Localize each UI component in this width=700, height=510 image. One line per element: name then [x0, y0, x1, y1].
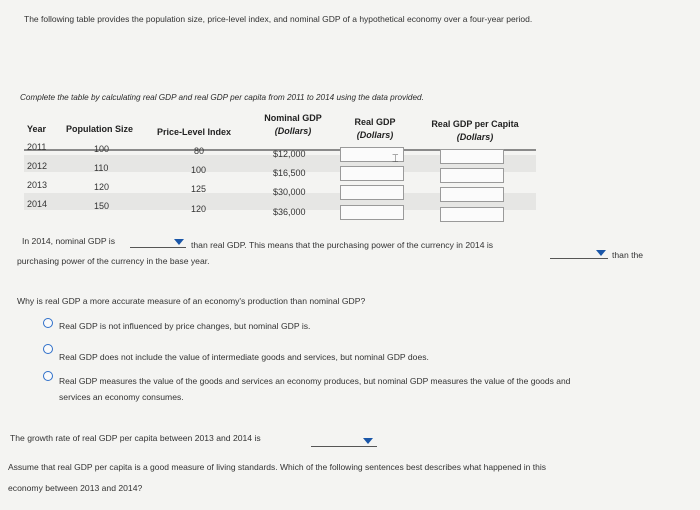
cell-price-index: 120 [191, 204, 207, 214]
growth-rate-dropdown[interactable] [311, 435, 377, 447]
option-1-label[interactable]: Real GDP is not influenced by price changes, but nominal GDP is. [59, 321, 311, 331]
intro-text: The following table provides the population size, price-level index, and nominal GDP of a hypothetical economy over a four-year period. [24, 14, 533, 24]
header-population: Population Size [66, 124, 134, 134]
cell-population: 120 [94, 182, 110, 192]
cell-population: 100 [94, 144, 110, 154]
sentence-part-d: purchasing power of the currency in the base year. [17, 256, 210, 266]
dropdown-blank-line [311, 446, 377, 447]
real-gdp-per-capita-input[interactable] [440, 168, 504, 183]
cell-nominal-gdp: $30,000 [273, 187, 306, 197]
header-year: Year [27, 124, 47, 134]
instructions-text: Complete the table by calculating real GDP and real GDP per capita from 2011 to 2014 using the data provided. [20, 93, 424, 102]
option-2-label[interactable]: Real GDP does not include the value of intermediate goods and services, but nominal GDP does. [59, 352, 429, 362]
header-real-gdp-per-capita: Real GDP per Capita (Dollars) [431, 119, 519, 142]
real-gdp-input[interactable] [340, 205, 404, 220]
sentence-part-b: than real GDP. This means that the purchasing power of the currency in 2014 is [191, 240, 494, 250]
dropdown-blank-line [130, 247, 186, 248]
dropdown-arrow-icon [174, 239, 184, 245]
cell-price-index: 100 [191, 165, 207, 175]
dropdown-blank-line [550, 258, 608, 259]
header-nominal-gdp: Nominal GDP (Dollars) [264, 113, 322, 136]
option-3-label-cont[interactable]: services an economy consumes. [59, 392, 184, 402]
dropdown-arrow-icon [596, 250, 606, 256]
cell-nominal-gdp: $36,000 [273, 207, 306, 217]
growth-rate-prompt: The growth rate of real GDP per capita between 2013 and 2014 is [10, 433, 261, 443]
nominal-vs-real-dropdown[interactable] [130, 236, 186, 248]
option-3-label[interactable]: Real GDP measures the value of the goods and services an economy produces, but nominal GDP measures the value of the goods and [59, 376, 571, 386]
real-gdp-input[interactable] [340, 166, 404, 181]
option-3-radio[interactable] [43, 371, 53, 381]
cell-price-index: 125 [191, 184, 207, 194]
real-gdp-per-capita-input[interactable] [440, 149, 504, 164]
cell-population: 110 [94, 163, 109, 173]
header-real-gdp: Real GDP (Dollars) [354, 117, 396, 140]
option-2-radio[interactable] [43, 344, 53, 354]
cell-nominal-gdp: $12,000 [273, 149, 306, 159]
header-price-index: Price-Level Index [157, 127, 232, 137]
cell-year: 2012 [27, 161, 48, 171]
living-standards-prompt: Assume that real GDP per capita is a good measure of living standards. Which of the following sentences best describes what happened in this [8, 462, 547, 472]
cell-price-index: 80 [194, 146, 205, 156]
cell-year: 2013 [27, 180, 48, 190]
cell-year: 2014 [27, 199, 48, 209]
sentence-part-a: In 2014, nominal GDP is [22, 236, 115, 246]
sentence-part-c: than the [612, 250, 644, 260]
cell-year: 2011 [27, 142, 47, 152]
real-gdp-per-capita-input[interactable] [440, 207, 504, 222]
purchasing-power-dropdown[interactable] [550, 247, 608, 259]
cell-population: 150 [94, 201, 110, 211]
cell-nominal-gdp: $16,500 [273, 168, 306, 178]
question-accuracy-prompt: Why is real GDP a more accurate measure of an economy's production than nominal GDP? [17, 296, 366, 306]
real-gdp-input[interactable] [340, 185, 404, 200]
dropdown-arrow-icon [363, 438, 373, 444]
real-gdp-per-capita-input[interactable] [440, 187, 504, 202]
living-standards-prompt-cont: economy between 2013 and 2014? [8, 483, 143, 493]
text-cursor-icon: ⌶ [392, 152, 399, 165]
option-1-radio[interactable] [43, 318, 53, 328]
